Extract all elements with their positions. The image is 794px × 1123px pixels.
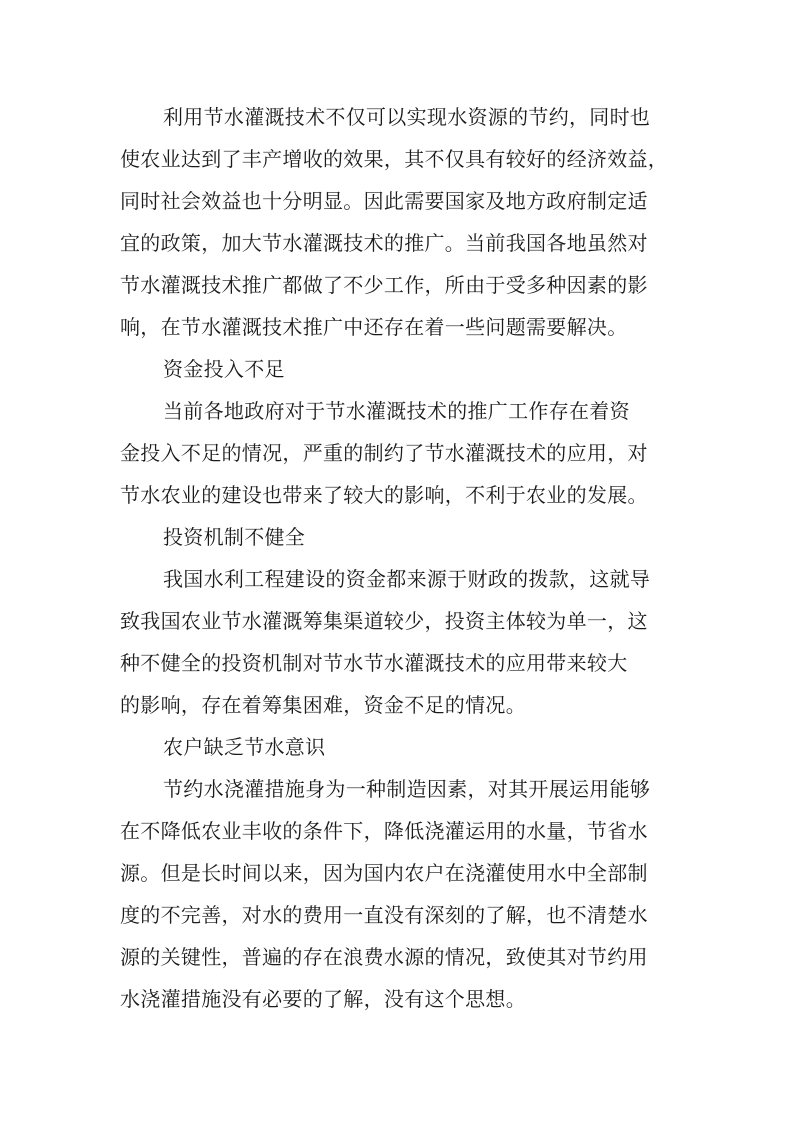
paragraph-2-line-3: 节水农业的建设也带来了较大的影响，不利于农业的发展。 [120,483,648,507]
paragraph-3-line-1: 我国水利工程建设的资金都来源于财政的拨款，这就导 [163,567,651,591]
paragraph-4-line-2: 在不降低农业丰收的条件下，降低浇灌运用的水量，节省水 [120,819,648,843]
paragraph-4-line-6: 水浇灌措施没有必要的了解，没有这个思想。 [120,987,526,1011]
section-heading-funding: 资金投入不足 [163,357,285,381]
paragraph-1-line-1: 利用节水灌溉技术不仅可以实现水资源的节约，同时也 [163,105,651,129]
paragraph-3-line-4: 的影响，存在着筹集困难，资金不足的情况。 [120,693,526,717]
paragraph-2-line-2: 金投入不足的情况，严重的制约了节水灌溉技术的应用，对 [120,441,648,465]
paragraph-4-line-1: 节约水浇灌措施身为一种制造因素，对其开展运用能够 [163,777,651,801]
paragraph-1-line-5: 节水灌溉技术推广都做了不少工作，所由于受多种因素的影 [120,273,648,297]
section-heading-investment: 投资机制不健全 [163,525,306,549]
paragraph-1-line-2: 使农业达到了丰产增收的效果，其不仅具有较好的经济效益， [120,147,669,171]
paragraph-1-line-4: 宜的政策，加大节水灌溉技术的推广。当前我国各地虽然对 [120,231,648,255]
paragraph-4-line-5: 源的关键性，普遍的存在浪费水源的情况，致使其对节约用 [120,945,648,969]
paragraph-3-line-2: 致我国农业节水灌溉筹集渠道较少，投资主体较为单一，这 [120,609,648,633]
paragraph-4-line-3: 源。但是长时间以来，因为国内农户在浇灌使用水中全部制 [120,861,648,885]
paragraph-1-line-6: 响，在节水灌溉技术推广中还存在着一些问题需要解决。 [120,315,628,339]
paragraph-4-line-4: 度的不完善，对水的费用一直没有深刻的了解，也不清楚水 [120,903,648,927]
paragraph-3-line-3: 种不健全的投资机制对节水节水灌溉技术的应用带来较大 [120,651,628,675]
paragraph-1-line-3: 同时社会效益也十分明显。因此需要国家及地方政府制定适 [120,189,648,213]
section-heading-awareness: 农户缺乏节水意识 [163,735,326,759]
paragraph-2-line-1: 当前各地政府对于节水灌溉技术的推广工作存在着资 [163,399,630,423]
